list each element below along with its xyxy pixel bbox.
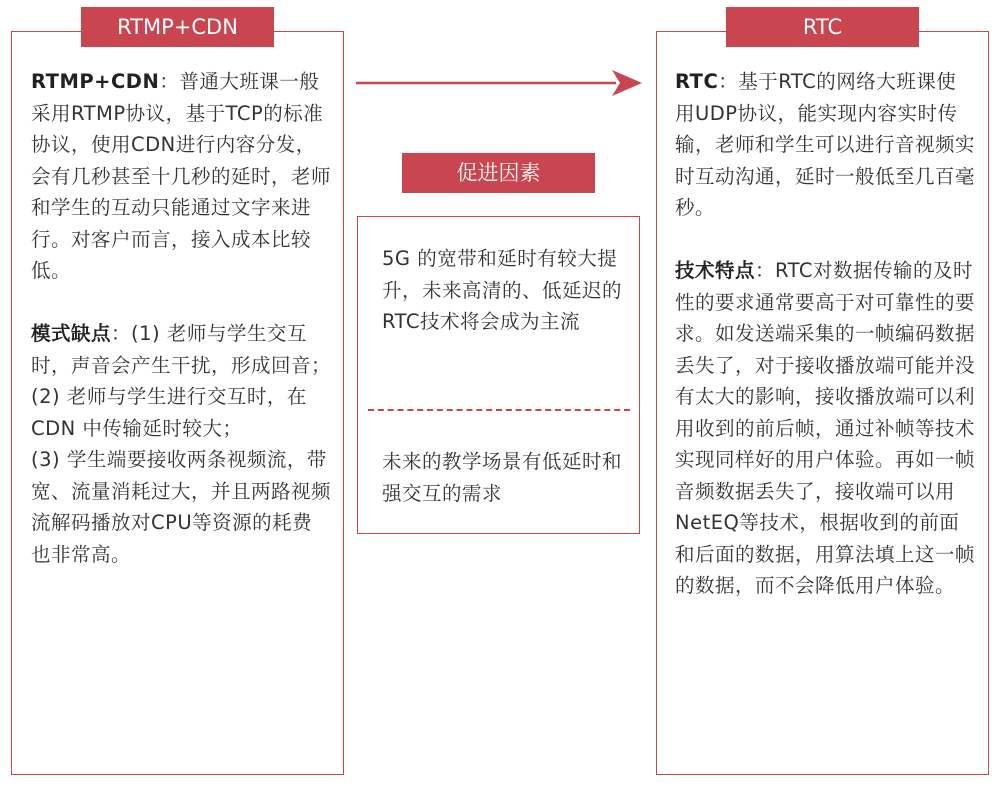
rtmp-cdn-cons-item-1: (1) 老师与学生交互时，声音会产生干扰，形成回音； (31, 322, 332, 377)
driving-factors-tag: 促进因素 (402, 153, 595, 193)
factor-divider (368, 409, 630, 411)
rtc-description (675, 66, 975, 602)
rtmp-cdn-intro: RTMP+CDN：普通大班课一般采用RTMP协议，基于TCP的标准协议，使用CDN进行内容分发，会有几秒甚至十几秒的延时，老师和学生的互动只能通过文字来进行。对客户而言，接入成本比较低。 (31, 70, 332, 282)
rtmp-cdn-intro-title: RTMP+CDN (31, 70, 160, 93)
rtc-features: 技术特点：RTC对数据传输的及时性的要求通常要高于对可靠性的要求。如发送端采集的一帧编码数据丢失了，对于接收播放端可能并没有太大的影响，接收播放端可以利用收到的前后帧，通过补帧等技术实现同样好的用户体验。再如一帧音频数据丢失了，接收端可以用NetEQ等技术，根据收到的前面和后面的数据，用算法填上这一帧的数据，而不会降低用户体验。 (675, 259, 976, 597)
rtc-tag: RTC (726, 7, 919, 47)
rtc-intro-title: RTC (675, 70, 719, 93)
rtc-intro: RTC：基于RTC的网络大班课使用UDP协议，能实现内容实时传输，老师和学生可以进行音视频实时互动沟通，延时一般低至几百毫秒。 (675, 70, 976, 219)
rtmp-cdn-intro-text: 普通大班课一般采用RTMP协议，基于TCP的标准协议，使用CDN进行内容分发，会有几秒甚至十几秒的延时，老师和学生的互动只能通过文字来进行。对客户而言，接入成本比较低。 (31, 70, 332, 282)
rtmp-cdn-cons-item-3: (3) 学生端要接收两条视频流，带宽、流量消耗过大，并且两路视频流解码播放对CPU等资源的耗费也非常高。 (31, 448, 332, 566)
rtmp-cdn-tag: RTMP+CDN (81, 7, 274, 47)
rtmp-cdn-description (31, 66, 331, 570)
driving-factor-1: 5G 的宽带和延时有较大提升，未来高清的、低延迟的RTC技术将会成为主流 (382, 247, 623, 333)
rtmp-cdn-cons: 模式缺点：(1) 老师与学生交互时，声音会产生干扰，形成回音； (31, 322, 332, 377)
driving-factor-2: 未来的教学场景有低延时和强交互的需求 (382, 450, 623, 505)
transition-arrow-icon (354, 63, 644, 103)
rtmp-cdn-cons-title: 模式缺点 (31, 322, 112, 345)
rtc-intro-text: 基于RTC的网络大班课使用UDP协议，能实现内容实时传输，老师和学生可以进行音视频实时互动沟通，延时一般低至几百毫秒。 (675, 70, 976, 219)
rtc-features-title: 技术特点 (675, 259, 756, 282)
rtmp-cdn-cons-item-2: (2) 老师与学生进行交互时，在 CDN 中传输延时较大； (31, 385, 307, 440)
rtc-features-text: RTC对数据传输的及时性的要求通常要高于对可靠性的要求。如发送端采集的一帧编码数据丢失了，对于接收播放端可能并没有太大的影响，接收播放端可以利用收到的前后帧，通过补帧等技术实现同样好的用户体验。再如一帧音频数据丢失了，接收端可以用NetEQ等技术，根据收到的前面和后面的数据，用算法填上这一帧的数据，而不会降低用户体验。 (675, 259, 976, 597)
